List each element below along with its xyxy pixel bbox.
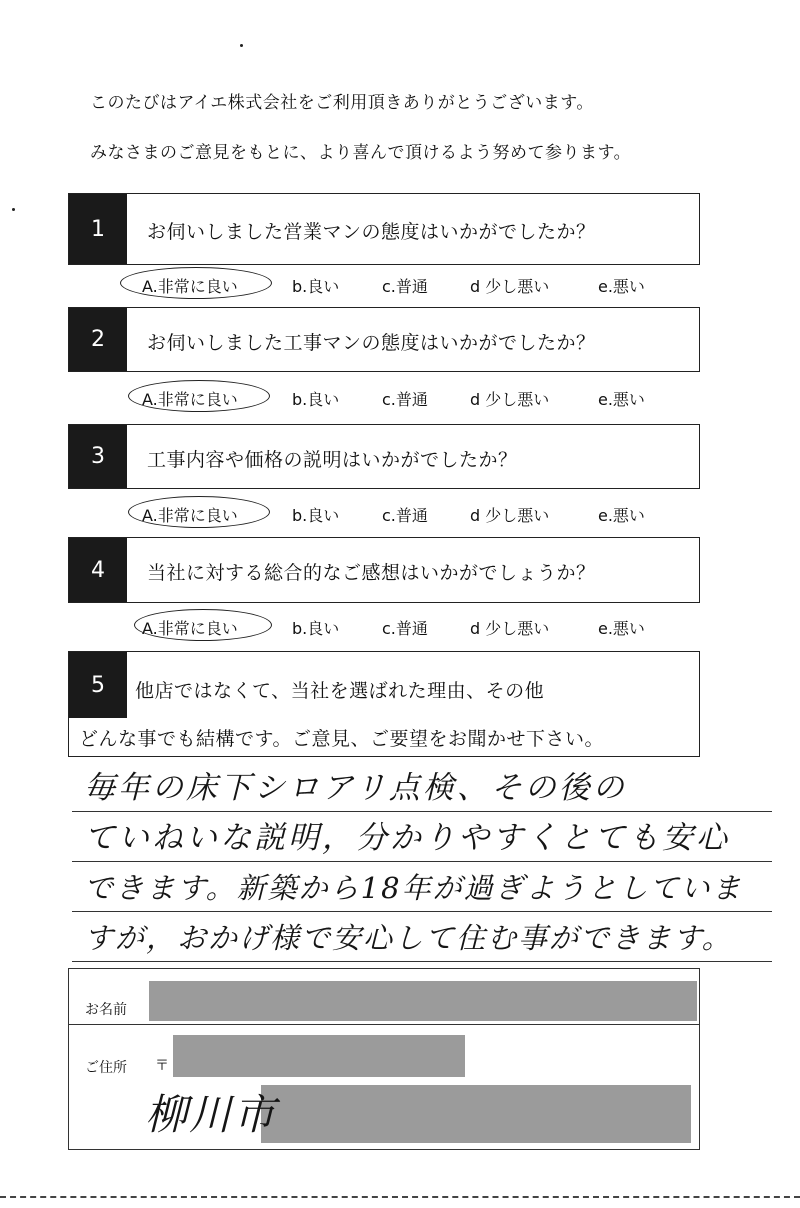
comment-line-3 xyxy=(72,863,772,912)
city-handwritten: 柳川市 xyxy=(145,1090,278,1139)
question-3-number: 3 xyxy=(69,425,127,488)
intro-line-2: みなさまのご意見をもとに、より喜んで頂けるよう努めて参ります。 xyxy=(90,143,632,163)
scan-speck xyxy=(12,208,15,211)
option-a[interactable]: A.非常に良い xyxy=(142,506,238,525)
question-5-box xyxy=(68,651,700,757)
question-2-text: お伺いしました工事マンの態度はいかがでしたか？ xyxy=(147,332,596,354)
option-e[interactable]: e.悪い xyxy=(598,390,645,409)
option-c[interactable]: c.普通 xyxy=(382,390,428,409)
question-4-box xyxy=(68,537,700,603)
comment-text: すが，おかげ様で安心して住む事ができます。 xyxy=(84,921,733,955)
option-d[interactable]: d 少し悪い xyxy=(470,277,550,296)
postal-code-redacted xyxy=(173,1035,465,1077)
address-label: ご住所 xyxy=(85,1060,127,1076)
option-b[interactable]: b.良い xyxy=(292,390,340,409)
form-divider xyxy=(69,1024,699,1025)
name-label: お名前 xyxy=(85,1002,127,1018)
question-1-box xyxy=(68,193,700,265)
option-b[interactable]: b.良い xyxy=(292,506,340,525)
comment-text: 毎年の床下シロアリ点検、その後の xyxy=(84,770,627,806)
option-d[interactable]: d 少し悪い xyxy=(470,390,550,409)
comment-text: できます。新築から18年が過ぎようとしていま xyxy=(84,871,743,905)
question-5-number: 5 xyxy=(69,652,127,718)
option-b[interactable]: b.良い xyxy=(292,277,340,296)
option-c[interactable]: c.普通 xyxy=(382,619,428,638)
option-c[interactable]: c.普通 xyxy=(382,506,428,525)
question-2-box xyxy=(68,307,700,372)
option-d[interactable]: d 少し悪い xyxy=(470,619,550,638)
option-d[interactable]: d 少し悪い xyxy=(470,506,550,525)
option-a[interactable]: A.非常に良い xyxy=(142,390,238,409)
question-2-number: 2 xyxy=(69,308,127,371)
question-2-options xyxy=(120,383,680,413)
scan-speck xyxy=(240,44,243,47)
question-1-number: 1 xyxy=(69,194,127,264)
question-5-text-line-1: 他店ではなくて、当社を選ばれた理由、その他 xyxy=(135,680,545,702)
postal-mark: 〒 xyxy=(155,1058,169,1074)
option-b[interactable]: b.良い xyxy=(292,619,340,638)
intro-line-1: このたびはアイエ株式会社をご利用頂きありがとうございます。 xyxy=(90,93,594,113)
comment-line-2 xyxy=(72,813,772,862)
option-a[interactable]: A.非常に良い xyxy=(142,277,238,296)
option-e[interactable]: e.悪い xyxy=(598,277,645,296)
question-1-options xyxy=(120,270,680,300)
question-4-text: 当社に対する総合的なご感想はいかがでしょうか？ xyxy=(147,562,596,584)
question-4-number: 4 xyxy=(69,538,127,602)
comment-text: ていねいな説明，分かりやすくとても安心 xyxy=(84,820,730,856)
option-e[interactable]: e.悪い xyxy=(598,506,645,525)
question-3-options xyxy=(120,499,680,529)
comment-line-1 xyxy=(72,763,772,812)
option-e[interactable]: e.悪い xyxy=(598,619,645,638)
option-c[interactable]: c.普通 xyxy=(382,277,428,296)
name-redacted xyxy=(149,981,697,1021)
question-4-options xyxy=(120,612,680,642)
question-3-box xyxy=(68,424,700,489)
option-a[interactable]: A.非常に良い xyxy=(142,619,238,638)
comment-line-4 xyxy=(72,913,772,962)
question-1-text: お伺いしました営業マンの態度はいかがでしたか？ xyxy=(147,221,596,243)
address-redacted xyxy=(261,1085,691,1143)
question-5-text-line-2: どんな事でも結構です。ご意見、ご要望をお聞かせ下さい。 xyxy=(79,728,604,750)
question-3-text: 工事内容や価格の説明はいかがでしたか？ xyxy=(147,449,518,471)
page-footer-border xyxy=(0,1196,800,1198)
